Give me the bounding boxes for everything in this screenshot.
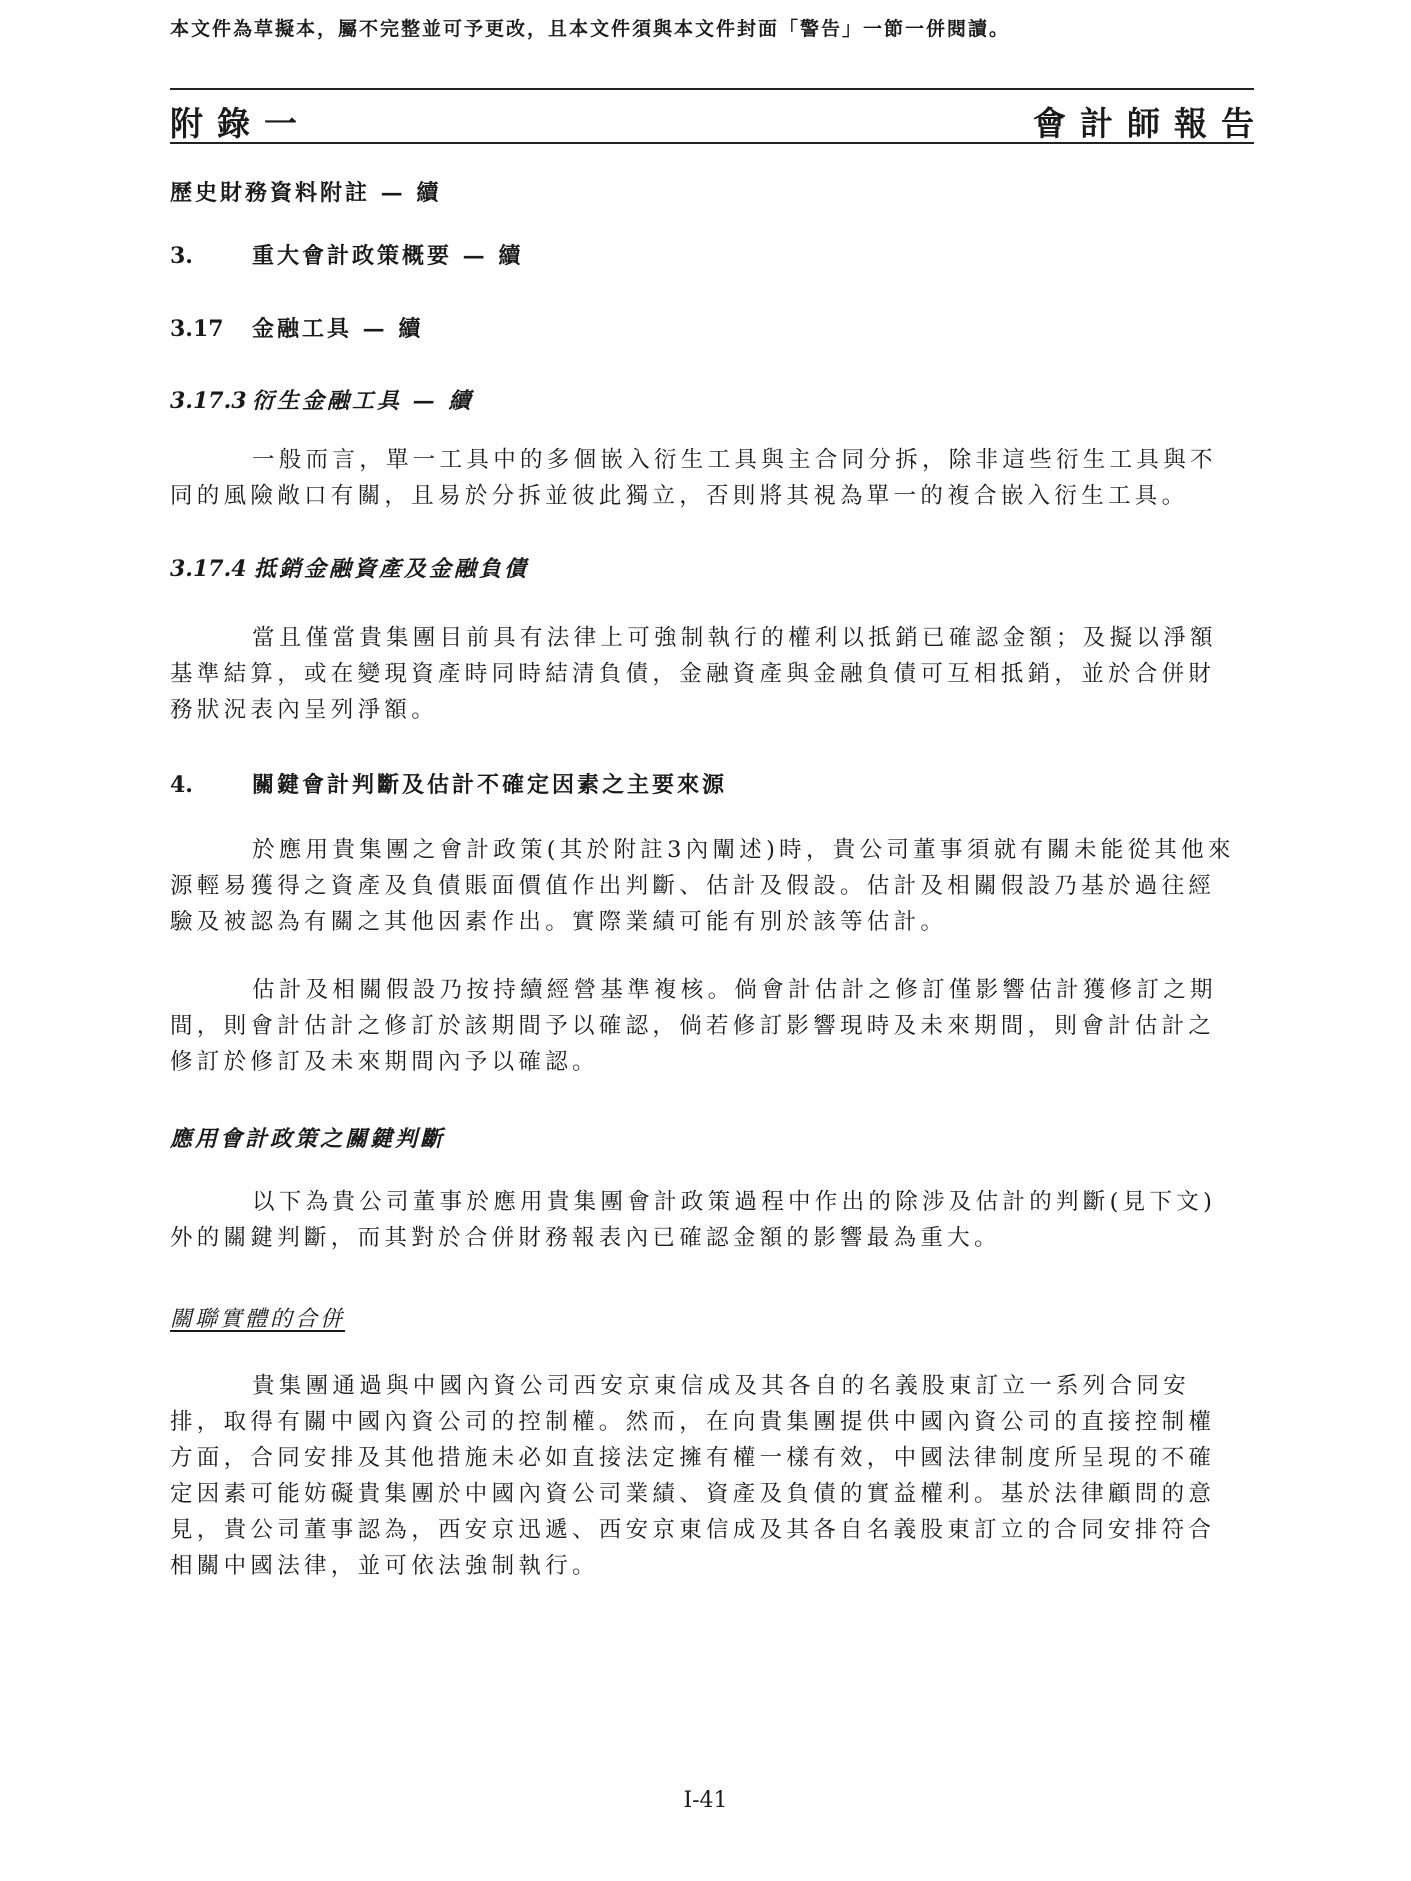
page-number: I-41	[683, 1788, 728, 1813]
text-line: 以下為貴公司董事於應用貴集團會計政策過程中作出的除涉及估計的判斷(見下文)	[252, 1189, 1217, 1215]
text-line: 間，則會計估計之修訂於該期間予以確認，倘若修訂影響現時及未來期間，則會計估計之	[170, 1013, 1216, 1039]
text-line: 同的風險敞口有關，且易於分拆並彼此獨立，否則將其視為單一的複合嵌入衍生工具。	[170, 483, 1189, 509]
text-line: 方面，合同安排及其他措施未必如直接法定擁有權一樣有效，中國法律制度所呈現的不確	[170, 1445, 1216, 1471]
text-line: 見，貴公司董事認為，西安京迅遞、西安京東信成及其各自名義股東訂立的合同安排符合	[170, 1517, 1216, 1543]
text-line: 務狀況表內呈列淨額。	[170, 697, 439, 723]
text-line: 一般而言，單一工具中的多個嵌入衍生工具與主合同分拆，除非這些衍生工具與不	[252, 447, 1217, 473]
heading-number: 3.17.4	[170, 556, 247, 582]
text-line: 定因素可能妨礙貴集團於中國內資公司業績、資產及負債的實益權利。基於法律顧問的意	[170, 1481, 1216, 1507]
appendix-label: 附錄一	[170, 104, 311, 143]
paragraph-embedded-derivatives	[170, 442, 1254, 514]
text-line: 排，取得有關中國內資公司的控制權。然而，在向貴集團提供中國內資公司的直接控制權	[170, 1409, 1216, 1435]
paragraph-critical-judgements	[170, 1184, 1254, 1256]
critical-judgements-heading: 應用會計政策之關鍵判斷	[170, 1126, 446, 1152]
heading-text: 抵銷金融資產及金融負債	[254, 556, 530, 582]
draft-warning-banner: 本文件為草擬本，屬不完整並可予更改，且本文件須與本文件封面「警告」一節一併閱讀。	[170, 18, 1011, 40]
report-title: 會計師報告	[1033, 104, 1268, 143]
heading-3-17-4	[170, 552, 529, 583]
paragraph-consolidation	[170, 1368, 1254, 1584]
text-line: 修訂於修訂及未來期間內予以確認。	[170, 1049, 599, 1075]
text-line: 外的關鍵判斷，而其對於合併財務報表內已確認金額的影響最為重大。	[170, 1225, 1001, 1251]
heading-text: 衍生金融工具 — 續	[252, 388, 474, 414]
text-line: 於應用貴集團之會計政策(其於附註3內闡述)時，貴公司董事須就有關未能從其他來	[252, 837, 1235, 863]
heading-text: 金融工具 — 續	[252, 316, 424, 342]
consolidation-heading: 關聯實體的合併	[170, 1307, 346, 1332]
heading-text: 重大會計政策概要 — 續	[252, 243, 524, 269]
heading-4	[170, 768, 727, 799]
text-line: 源輕易獲得之資產及負債賬面價值作出判斷、估計及假設。估計及相關假設乃基於過往經	[170, 873, 1216, 899]
heading-3-17-3	[170, 384, 473, 415]
section-title: 歷史財務資料附註 — 續	[170, 180, 442, 206]
text-line: 基準結算，或在變現資產時同時結清負債，金融資產與金融負債可互相抵銷，並於合併財	[170, 661, 1216, 687]
text-line: 當且僅當貴集團目前具有法律上可強制執行的權利以抵銷已確認金額；及擬以淨額	[252, 625, 1217, 651]
text-line: 相關中國法律，並可依法強制執行。	[170, 1553, 599, 1579]
paragraph-offsetting	[170, 620, 1254, 728]
heading-text: 關鍵會計判斷及估計不確定因素之主要來源	[252, 772, 728, 798]
paragraph-estimates-review	[170, 972, 1254, 1080]
text-line: 估計及相關假設乃按持續經營基準複核。倘會計估計之修訂僅影響估計獲修訂之期	[252, 977, 1217, 1003]
heading-number: 3.	[170, 243, 193, 269]
heading-3	[170, 239, 523, 270]
text-line: 貴集團通過與中國內資公司西安京東信成及其各自的名義股東訂立一系列合同安	[252, 1373, 1191, 1399]
heading-3-17	[170, 312, 423, 343]
heading-number: 3.17	[170, 316, 224, 342]
heading-number: 4.	[170, 772, 193, 798]
page-header	[170, 88, 1268, 144]
heading-number: 3.17.3	[170, 388, 247, 414]
paragraph-estimates-intro	[170, 832, 1254, 940]
text-line: 驗及被認為有關之其他因素作出。實際業績可能有別於該等估計。	[170, 909, 948, 935]
